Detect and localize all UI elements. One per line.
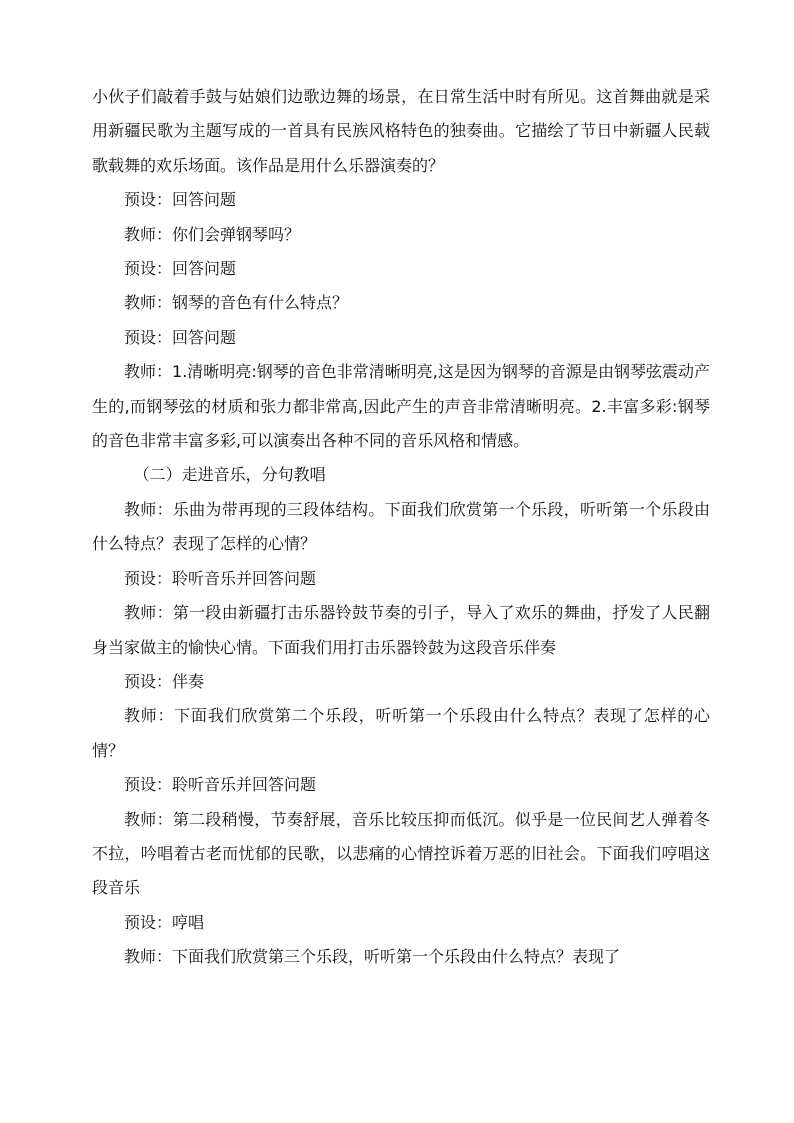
paragraph-preset-3: 预设：回答问题 xyxy=(124,327,237,347)
paragraph-preset-6: 预设：聆听音乐并回答问题 xyxy=(124,775,317,795)
paragraph-teacher-piano-question: 教师：你们会弹钢琴吗？ xyxy=(124,224,301,244)
paragraph-teacher-section-2: 教师：下面我们欣赏第二个乐段，听听第一个乐段由什么特点？表现了怎样的心情？ xyxy=(92,706,710,760)
paragraph-preset-4: 预设：聆听音乐并回答问题 xyxy=(124,568,317,588)
paragraph-teacher-section-3: 教师：下面我们欣赏第三个乐段，听听第一个乐段由什么特点？表现了 xyxy=(124,947,621,967)
document-page xyxy=(92,80,710,975)
paragraph-preset-1: 预设：回答问题 xyxy=(124,190,237,210)
paragraph-teacher-timbre-answer: 教师：1.清晰明亮:钢琴的音色非常清晰明亮,这是因为钢琴的音源是由钢琴弦震动产生的,而钢琴弦的材质和张力都非常高,因此产生的声音非常清晰明亮。2.丰富多彩:钢琴的音色非常丰富多彩,可以演奏出各种不同的音乐风格和情感。 xyxy=(92,362,710,451)
paragraph-teacher-timbre-question: 教师：钢琴的音色有什么特点？ xyxy=(124,293,349,313)
section-heading: （二）走进音乐，分句教唱 xyxy=(133,465,326,485)
paragraph-preset-7: 预设：哼唱 xyxy=(124,912,205,932)
paragraph-teacher-section-1-answer: 教师：第一段由新疆打击乐器铃鼓节奏的引子，导入了欢乐的舞曲，抒发了人民翻身当家做主的愉快心情。下面我们用打击乐器铃鼓为这段音乐伴奏 xyxy=(92,603,710,657)
paragraph-preset-5: 预设：伴奏 xyxy=(124,671,205,691)
paragraph-intro: 小伙子们敲着手鼓与姑娘们边歌边舞的场景，在日常生活中时有所见。这首舞曲就是采用新疆民歌为主题写成的一首具有民族风格特色的独奏曲。它描绘了节日中新疆人民载歌载舞的欢乐场面。该作品是用什么乐器演奏的？ xyxy=(92,87,710,175)
paragraph-preset-2: 预设：回答问题 xyxy=(124,259,237,279)
paragraph-teacher-section-2-answer: 教师：第二段稍慢，节奏舒展，音乐比较压抑而低沉。似乎是一位民间艺人弹着冬不拉，吟唱着古老而忧郁的民歌，以悲痛的心情控诉着万恶的旧社会。下面我们哼唱这段音乐 xyxy=(92,809,710,898)
paragraph-teacher-section-1: 教师：乐曲为带再现的三段体结构。下面我们欣赏第一个乐段，听听第一个乐段由什么特点？表现了怎样的心情？ xyxy=(92,499,710,554)
